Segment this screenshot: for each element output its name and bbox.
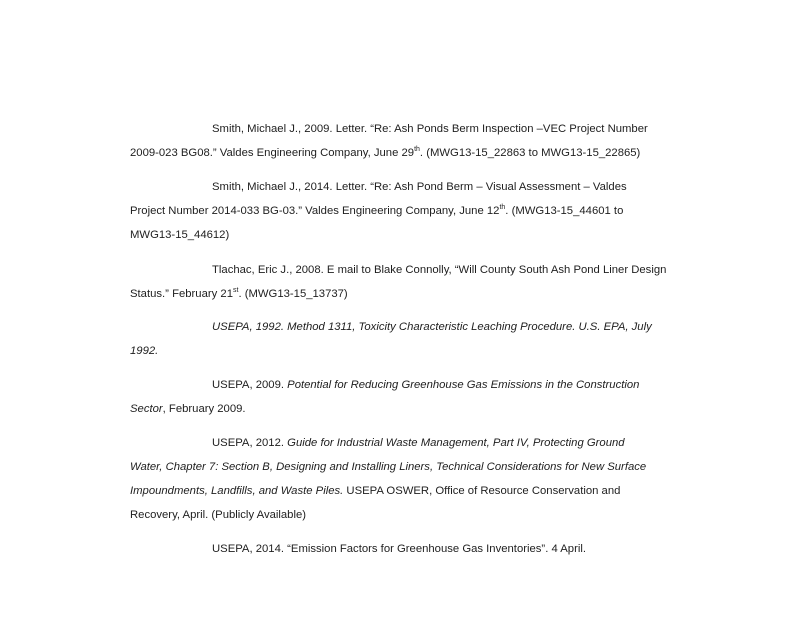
- reference-tlachac-2008: [130, 258, 675, 306]
- reference-smith-2014: [130, 175, 675, 247]
- superscript: st: [232, 287, 239, 295]
- reference-usepa-2009: [130, 373, 675, 421]
- reference-smith-2009: [130, 117, 675, 165]
- reference-text-italic: Impoundments, Landfills, and Waste Piles.: [130, 485, 344, 497]
- reference-text: MWG13-15_44612): [130, 229, 230, 241]
- reference-text-italic: Potential for Reducing Greenhouse Gas Emissions in the Construction: [287, 379, 640, 391]
- reference-text: Status.” February 21: [130, 288, 233, 300]
- superscript: th: [499, 204, 506, 212]
- reference-text: USEPA, 2009.: [212, 379, 288, 391]
- reference-text: Tlachac, Eric J., 2008. E mail to Blake Connolly, “Will County South Ash Pond Liner Design: [212, 264, 667, 276]
- reference-text: 2009-023 BG08.” Valdes Engineering Company, June 29: [130, 147, 415, 159]
- reference-text: USEPA, 2012.: [212, 437, 288, 449]
- reference-text: Smith, Michael J., 2014. Letter. “Re: Ash Pond Berm – Visual Assessment – Valdes: [212, 181, 627, 193]
- superscript: th: [414, 146, 420, 154]
- reference-usepa-2014: [130, 537, 675, 561]
- reference-usepa-1992: [130, 315, 675, 363]
- reference-text: Recovery, April. (Publicly Available): [130, 509, 307, 521]
- reference-text: USEPA OSWER, Office of Resource Conservation and: [343, 485, 621, 497]
- reference-text-italic: USEPA, 1992. Method 1311, Toxicity Characteristic Leaching Procedure. U.S. EPA, July: [212, 321, 652, 333]
- reference-text: , February 2009.: [162, 403, 246, 415]
- reference-text-italic: 1992.: [130, 345, 159, 357]
- reference-usepa-2012: [130, 431, 675, 527]
- reference-text: Project Number 2014-033 BG-03.” Valdes Engineering Company, June 12: [130, 205, 500, 217]
- reference-text: . (MWG13-15_13737): [238, 288, 348, 300]
- reference-text: Smith, Michael J., 2009. Letter. “Re: Ash Ponds Berm Inspection –VEC Project Number: [212, 123, 648, 135]
- reference-text: . (MWG13-15_22863 to MWG13-15_22865): [419, 147, 641, 159]
- reference-text: USEPA, 2014. “Emission Factors for Greenhouse Gas Inventories”. 4 April.: [212, 543, 587, 555]
- reference-text-italic: Sector: [130, 403, 163, 415]
- reference-text: . (MWG13-15_44601 to: [505, 205, 624, 217]
- reference-text-italic: Water, Chapter 7: Section B, Designing and Installing Liners, Technical Considerations for New Surface: [130, 461, 647, 473]
- reference-text-italic: Guide for Industrial Waste Management, Part IV, Protecting Ground: [287, 437, 625, 449]
